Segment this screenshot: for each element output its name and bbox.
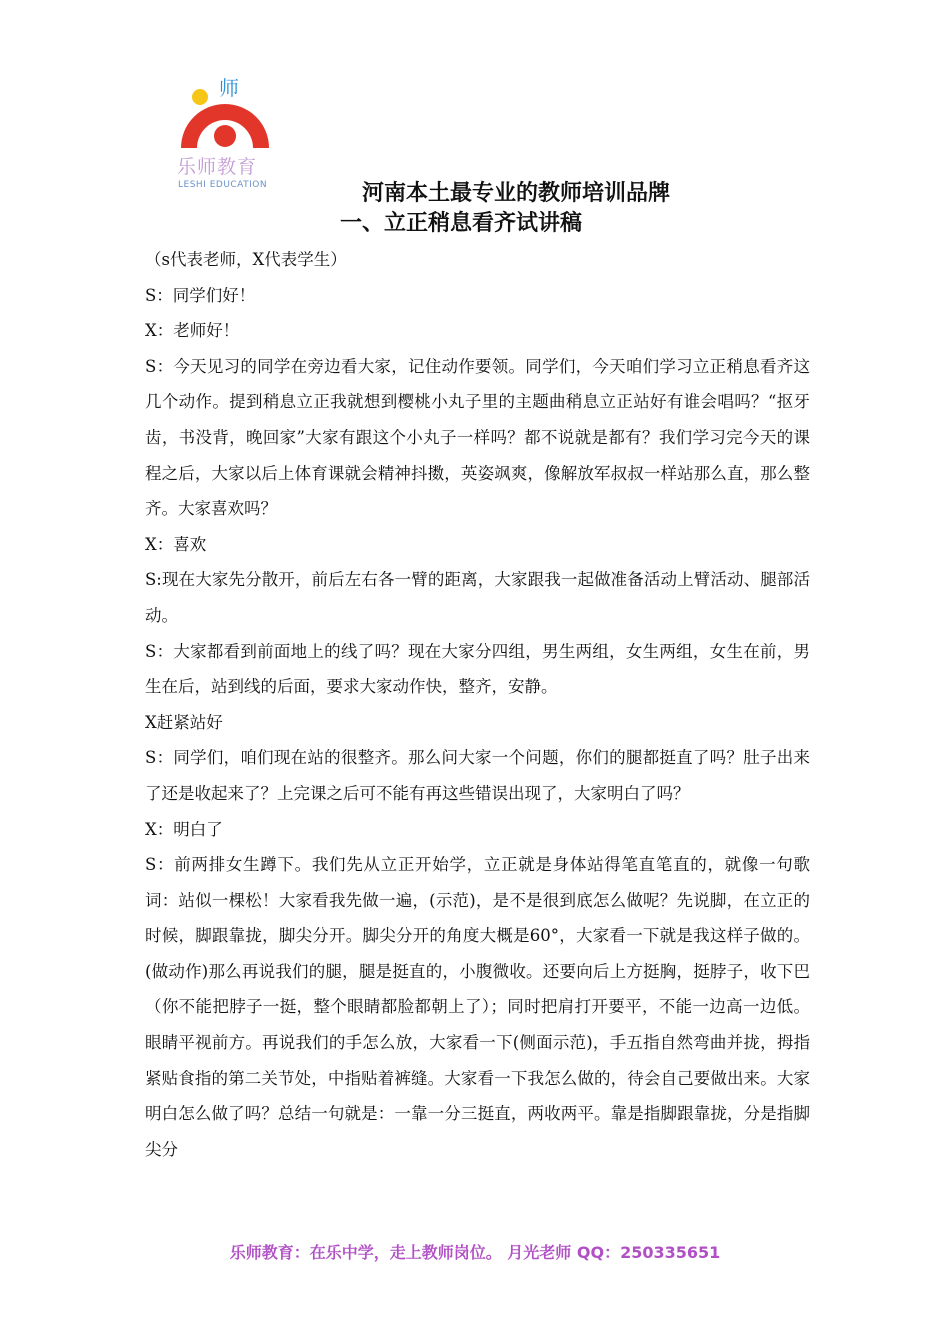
paragraph: S：同学们好！ xyxy=(145,285,256,305)
footer-text: 乐师教育：在乐中学，走上教师岗位。 月光老师 QQ：250335651 xyxy=(229,1243,721,1262)
page-title: 一、立正稍息看齐试讲稿 xyxy=(340,211,583,236)
document-body xyxy=(145,242,810,1167)
logo-center-dot-icon xyxy=(214,125,236,147)
logo-icon xyxy=(175,78,275,154)
paragraph: S：今天见习的同学在旁边看大家，记住动作要领。同学们，今天咱们学习立正稍息看齐这几个动作。提到稍息立正我就想到樱桃小丸子里的主题曲稍息立正站好有谁会唱吗？“抠牙齿，书没背，晚回家”大家有跟这个小丸子一样吗？都不说就是都有？我们学习完今天的课程之后，大家以后上体育课就会精神抖擞，英姿飒爽，像解放军叔叔一样站那么直，那么整齐。大家喜欢吗？ xyxy=(145,356,810,519)
logo-sun-icon xyxy=(192,89,208,105)
paragraph: X：明白了 xyxy=(145,819,223,839)
logo-char: 师 xyxy=(219,76,239,100)
paragraph: X：老师好！ xyxy=(145,321,240,341)
logo-name-cn: 乐师教育 xyxy=(177,156,258,178)
paragraph: S：同学们，咱们现在站的很整齐。那么问大家一个问题，你们的腿都挺直了吗？肚子出来了还是收起来了？上完课之后可不能有再这些错误出现了，大家明白了吗？ xyxy=(145,748,810,803)
paragraph: （s代表老师，X代表学生） xyxy=(145,250,347,269)
logo-name-en: LESHI EDUCATION xyxy=(178,180,268,190)
paragraph: X：喜欢 xyxy=(145,534,207,554)
paragraph: X赶紧站好 xyxy=(145,712,223,732)
logo xyxy=(175,72,290,197)
brand-slogan: 河南本土最专业的教师培训品牌 xyxy=(362,181,671,206)
paragraph: S：大家都看到前面地上的线了吗？现在大家分四组，男生两组，女生两组，女生在前，男生在后，站到线的后面，要求大家动作快，整齐，安静。 xyxy=(145,641,810,697)
paragraph: S：前两排女生蹲下。我们先从立正开始学，立正就是身体站得笔直笔直的，就像一句歌词：站似一棵松！大家看我先做一遍，(示范)，是不是很到底怎么做呢？先说脚，在立正的时候，脚跟靠拢，脚尖分开。脚尖分开的角度大概是60°，大家看一下就是我这样子做的。(做动作)那么再说我们的腿，腿是挺直的，小腹微收。还要向后上方挺胸，挺脖子，收下巴（你不能把脖子一挺，整个眼睛都脸都朝上了）；同时把肩打开要平，不能一边高一边低。眼睛平视前方。再说我们的手怎么放，大家看一下(侧面示范)，手五指自然弯曲并拢，拇指紧贴食指的第二关节处，中指贴着裤缝。大家看一下我怎么做的，待会自己要做出来。大家明白怎么做了吗？总结一句就是：一靠一分三挺直，两收两平。靠是指脚跟靠拢，分是指脚尖分 xyxy=(145,855,810,1159)
paragraph: S:现在大家先分散开，前后左右各一臂的距离，大家跟我一起做准备活动上臂活动、腿部活动。 xyxy=(145,570,810,625)
